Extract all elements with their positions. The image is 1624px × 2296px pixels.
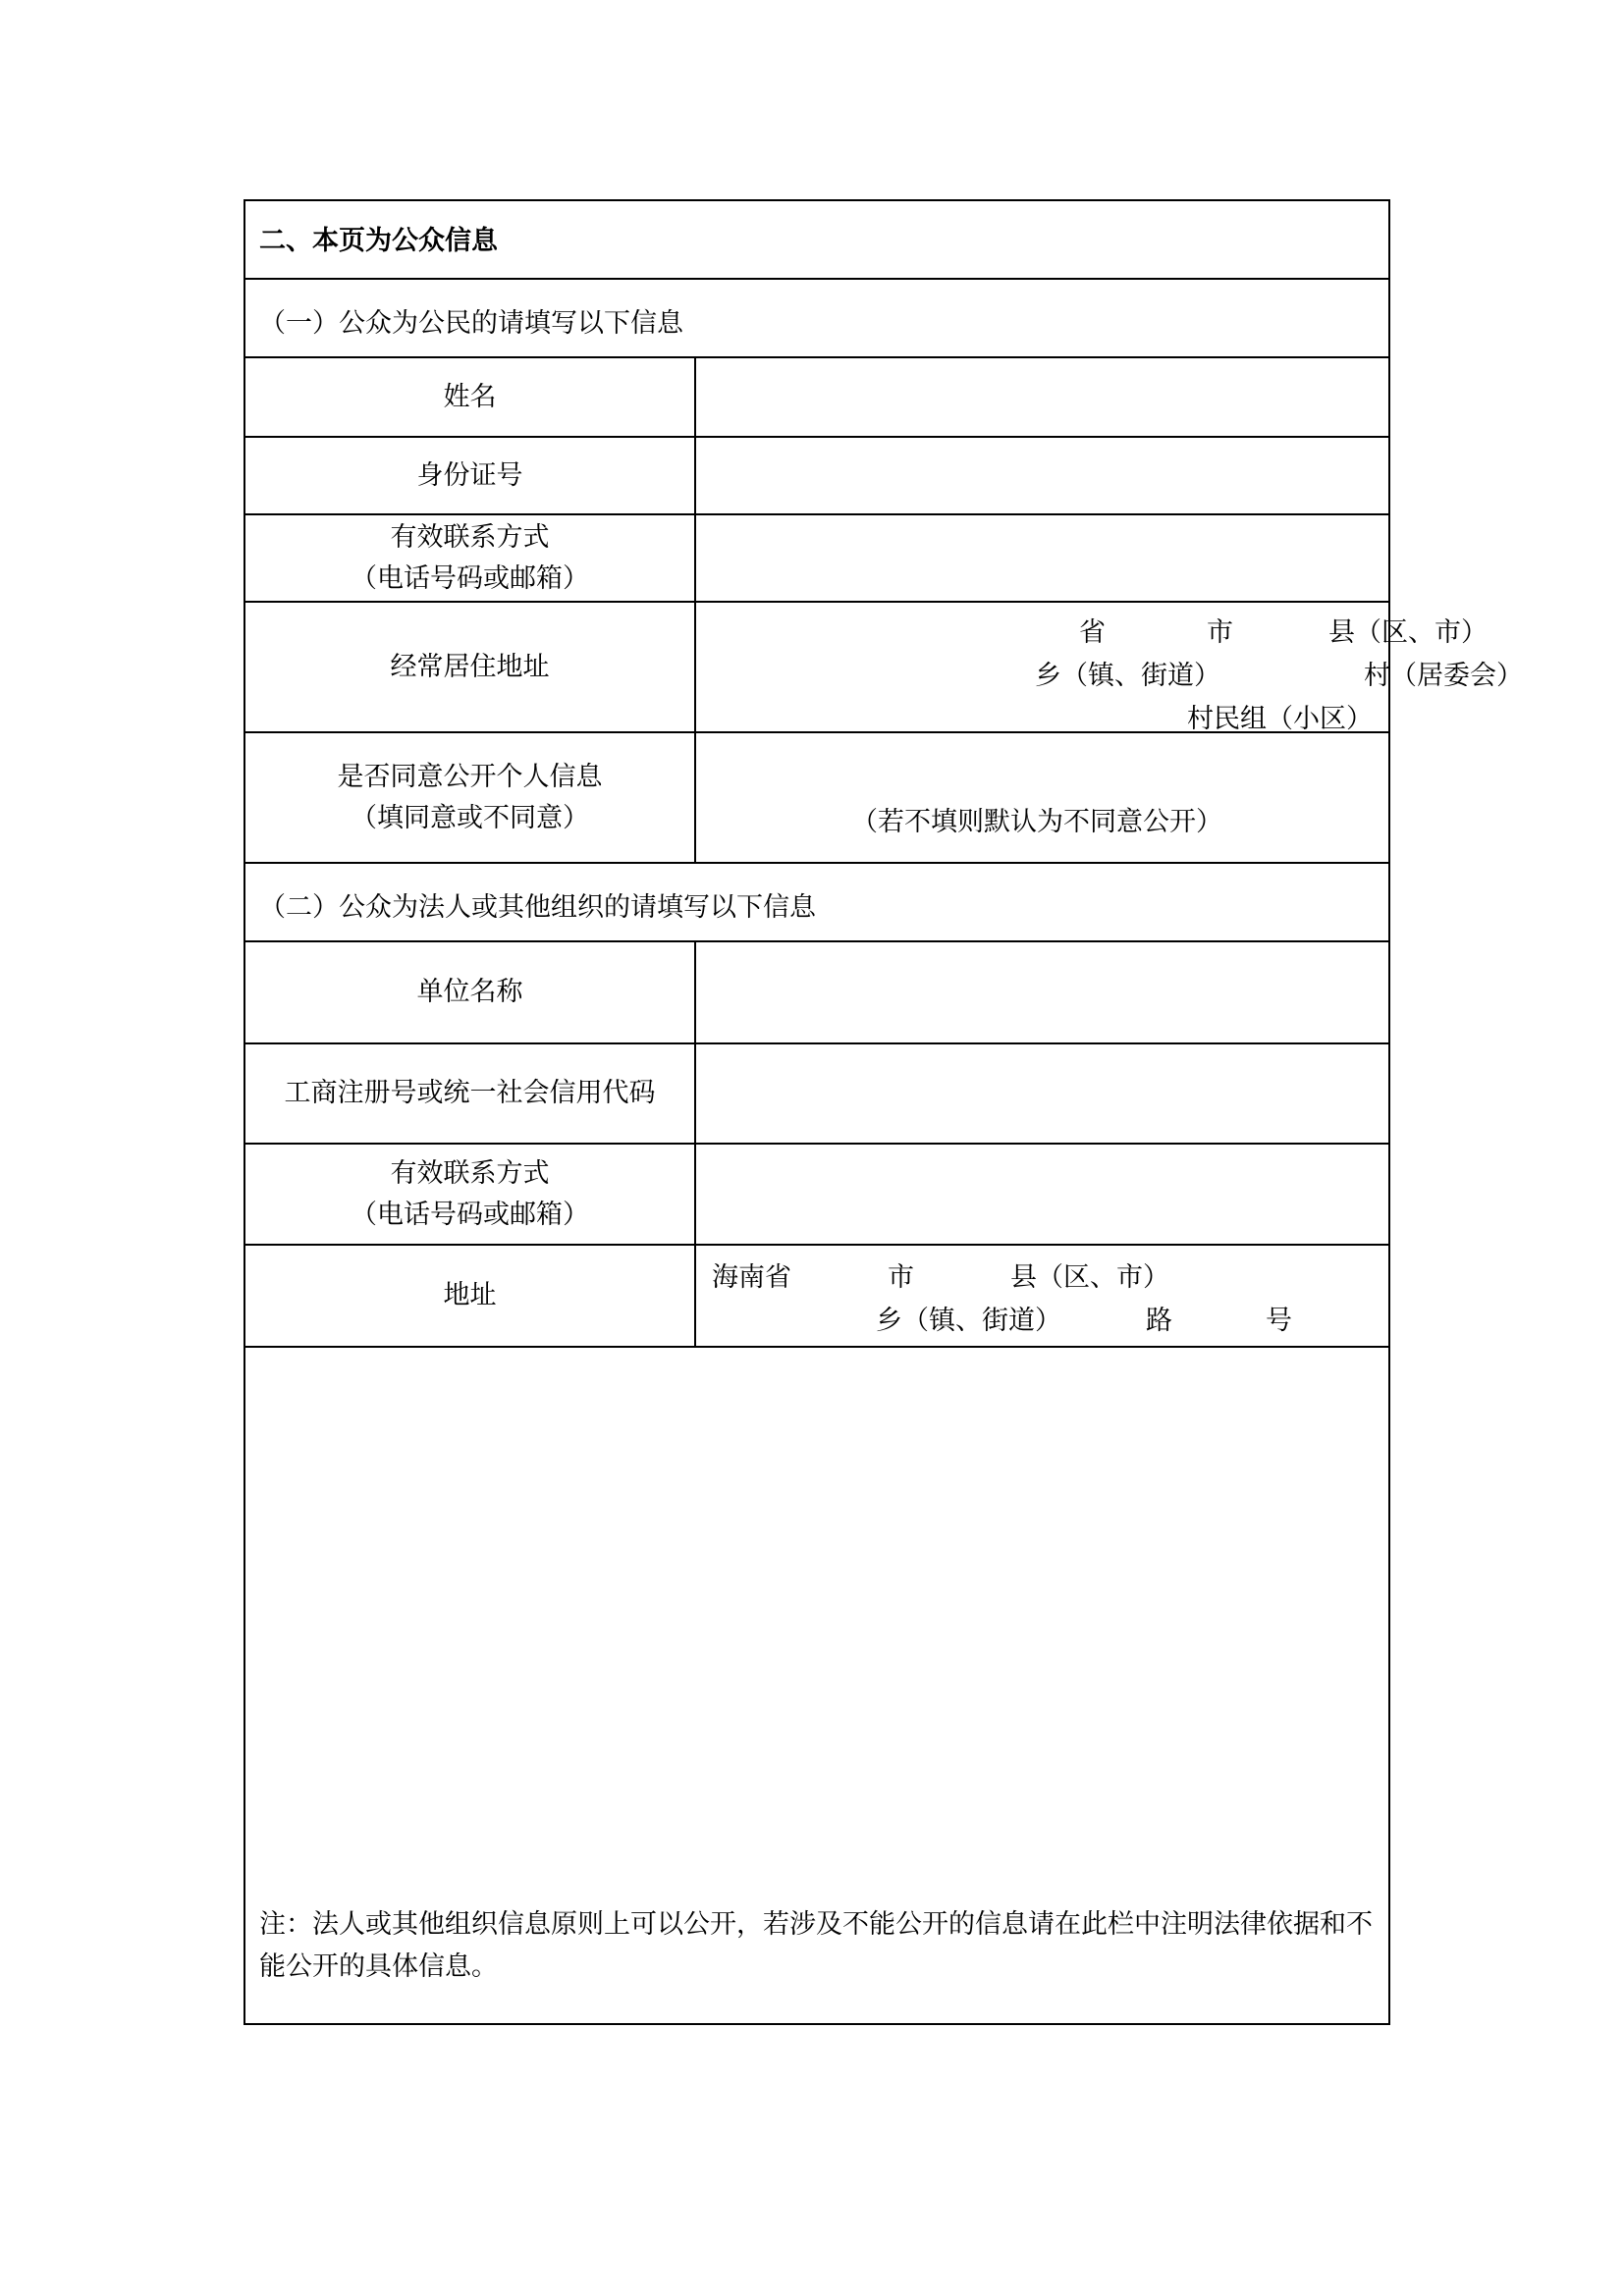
citizen-residence-label: 经常居住地址 — [245, 603, 696, 731]
address-county: 县（区、市） — [1010, 1262, 1169, 1293]
citizen-id-field[interactable] — [696, 438, 1388, 513]
citizen-contact-row — [245, 515, 1388, 603]
org-heading-row — [245, 864, 1388, 942]
citizen-name-field[interactable] — [696, 358, 1388, 436]
org-address-field[interactable] — [696, 1246, 1388, 1346]
section-title-row — [245, 201, 1388, 280]
org-address-row — [245, 1246, 1388, 1348]
citizen-consent-row — [245, 733, 1388, 864]
citizen-heading-row — [245, 280, 1388, 358]
remarks-area[interactable] — [245, 1348, 1388, 1897]
section-title: 二、本页为公众信息 — [259, 226, 498, 256]
address-road: 路 — [1146, 1306, 1172, 1336]
org-address-label: 地址 — [245, 1246, 696, 1346]
address-city: 市 — [888, 1262, 914, 1293]
citizen-contact-field[interactable] — [696, 515, 1388, 601]
citizen-heading: （一）公众为公民的请填写以下信息 — [259, 308, 683, 339]
remarks-note: 注：法人或其他组织信息原则上可以公开，若涉及不能公开的信息请在此栏中注明法律依据和不能公开的具体信息。 — [259, 1909, 1373, 1982]
residence-city: 市 — [1207, 617, 1233, 648]
citizen-residence-row — [245, 603, 1523, 734]
org-contact-row — [245, 1145, 1388, 1246]
org-reg-label: 工商注册号或统一社会信用代码 — [245, 1044, 696, 1143]
residence-village: 村（居委会） — [1364, 661, 1523, 691]
org-contact-field[interactable] — [696, 1145, 1388, 1244]
address-township: 乡（镇、街道） — [876, 1306, 1061, 1336]
citizen-id-row — [245, 438, 1388, 515]
residence-county: 县（区、市） — [1328, 617, 1488, 648]
residence-province: 省 — [1079, 617, 1106, 648]
citizen-contact-label: 有效联系方式 （电话号码或邮箱） — [245, 515, 696, 601]
org-reg-row — [245, 1044, 1388, 1145]
residence-township: 乡（镇、街道） — [1035, 661, 1220, 691]
public-info-form — [244, 199, 1523, 2025]
citizen-name-row — [245, 358, 1388, 438]
residence-group: 村民组（小区） — [1187, 704, 1373, 734]
org-unit-label: 单位名称 — [245, 942, 696, 1042]
citizen-id-label: 身份证号 — [245, 438, 696, 513]
citizen-consent-field[interactable] — [696, 733, 1388, 862]
org-unit-field[interactable] — [696, 942, 1388, 1042]
org-contact-label: 有效联系方式 （电话号码或邮箱） — [245, 1145, 696, 1244]
citizen-name-label: 姓名 — [245, 358, 696, 436]
citizen-consent-label: 是否同意公开个人信息 （填同意或不同意） — [245, 733, 696, 862]
address-number: 号 — [1266, 1306, 1292, 1336]
org-heading: （二）公众为法人或其他组织的请填写以下信息 — [259, 892, 816, 923]
consent-hint: （若不填则默认为不同意公开） — [851, 807, 1222, 837]
citizen-residence-field[interactable] — [696, 603, 1523, 734]
org-reg-field[interactable] — [696, 1044, 1388, 1143]
org-unit-row — [245, 942, 1388, 1044]
address-province: 海南省 — [712, 1262, 791, 1293]
